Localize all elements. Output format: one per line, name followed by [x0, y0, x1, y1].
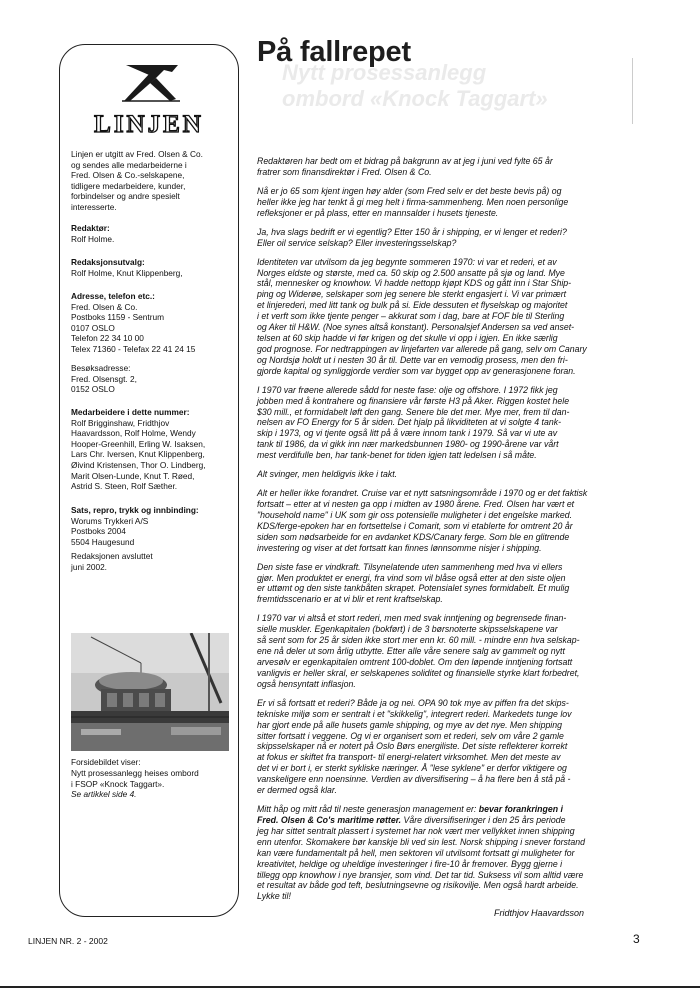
- article-line: det vi er bort i, er sterkt sykliske næringer. Å "lese syklene" er derfor viktigere og: [257, 763, 567, 774]
- article-line: et linjerederi, med litt tank og bulk på si. Eide dessuten et flyselskap og majoritet: [257, 300, 568, 311]
- visit-address-block: Besøksadresse: Fred. Olsensgt. 2, 0152 OSLO: [71, 363, 137, 395]
- article-paragraph: [257, 257, 645, 377]
- article-line: Identiteten var utvilsom da jeg begynte sommeren 1970: vi var et rederi, et av: [257, 256, 557, 267]
- article-line: I 1970 var frøene allerede sådd for neste fase: olje og offshore. I 1972 fikk jeg: [257, 384, 558, 395]
- article-line: gjør. Men produktet er energi, fra vind som vil blåse også etter at den siste oljen: [257, 572, 566, 583]
- article-paragraph: [257, 156, 645, 178]
- article-line: kan være fundamentalt på hell, men sektoren vil utvilsomt fortsatt gi muligheter for: [257, 847, 575, 858]
- article-line: og Nordsjø holdt ut i nesten 30 år til. Dette var en vemodig prosess, men den fri-: [257, 354, 568, 365]
- issue-label: LINJEN NR. 2 - 2002: [28, 936, 108, 946]
- article-line: er dermed også klar.: [257, 785, 337, 796]
- article-line: [257, 804, 645, 815]
- article-paragraph: [257, 469, 645, 480]
- article-line: gjorde kapital og synliggjorde verdier som var bygget opp av generasjonene foran.: [257, 365, 576, 376]
- article-line: siden som nødsarbeide for en avdanket KDS/Canary ferge. Som ble en glitrende: [257, 531, 570, 542]
- article-line: skip i 1973, og vi tjente også litt på å være innom tank i 1979. Så var vi ute av: [257, 428, 558, 439]
- article-paragraph: [257, 613, 645, 689]
- closing-bold-roots: Fred. Olsen & Co's maritime røtter.: [257, 814, 402, 825]
- article-line: nelsen av FO Energy for 5 år siden. Det hjalp på likviditeten at vi solgte 4 tank-: [257, 417, 561, 428]
- article-line: tank til 1986, da vi gikk inn nær markedsbunnen 1980- og 1990-årene var vårt: [257, 439, 559, 450]
- article-line: Alt er heller ikke forandret. Cruise var et nytt satsningsområde i 1970 og er det faktisk: [257, 488, 588, 499]
- article-line: ene nå deler ut som årlig utbytte. Etter alle våre senere salg av gammelt og nytt: [257, 646, 565, 657]
- masthead-intro: Linjen er utgitt av Fred. Olsen & Co. og sendes alle medarbeiderne i Fred. Olsen & Co.-selskapene, tidligere medarbeidere, kunder, forbindelser og andre spesielt interesserte.: [71, 149, 203, 212]
- print-block: Sats, repro, trykk og innbinding: Worums Trykkeri A/S Postboks 2004 5504 Haugesund: [71, 505, 199, 547]
- article-line: tillegg opp knowhow i nye bransjer, som vind. Det tar tid. Suksess vil som alltid være: [257, 869, 584, 880]
- closing-bold-text: bevar forankringen i: [478, 804, 563, 815]
- contributors-block: Medarbeidere i dette nummer: Rolf Brigginshaw, Fridthjov Haavardsson, Rolf Holme, Wendy Hooper-Greenhill, Erling W. Isaksen, Lars Chr. Iversen, Knut Klippenberg, Øivind Kristensen, Thor O. Lindberg, Marit Olsen-Lunde, Knut T. Røed, Astrid S. Steen, Rolf Sæther.: [71, 407, 206, 492]
- article-line: refleksjoner er på plass, etter en mannsalder i husets tjeneste.: [257, 207, 499, 218]
- closing-lead-text: Mitt håp og mitt råd til neste generasjon management er:: [257, 804, 479, 815]
- show-through-heading: Nytt prosessanlegg ombord «Knock Taggart»: [282, 60, 548, 111]
- article-paragraph: [257, 227, 645, 249]
- article-line: Alt svinger, men heldigvis ikke i takt.: [257, 469, 398, 480]
- article-paragraph: [257, 385, 645, 461]
- article-line: stål, mennesker og knowhow. Vi hadde nettopp kjøpt KDS og gått inn i Star Ship-: [257, 278, 572, 289]
- article-line: så sent som for 25 år siden ikke stort mer enn kr. 60 mill. - mindre enn hva selskap-: [257, 635, 580, 646]
- article-line: også hensyntatt inflasjon.: [257, 678, 356, 689]
- article-line: Den siste fase er vindkraft. Tilsynelatende uten sammenheng med hva vi ellers: [257, 561, 563, 572]
- article-signature: Fridthjov Haavardsson: [494, 908, 585, 918]
- article-line: skipsselskaper nå er notert på Oslo Børs energiliste. Det siste reflekterer korrekt: [257, 741, 568, 752]
- article-headline: På fallrepet: [257, 36, 411, 68]
- article-line: Lykke til!: [257, 891, 291, 902]
- article-line: heller ikke jeg har tenkt å gi meg helt i firma-sammenheng. Men noen personlige: [257, 196, 569, 207]
- article-line: fortsatt – etter at vi nesten ga opp i midten av 1980 årene. Fred. Olsen har vært et: [257, 499, 575, 510]
- cover-caption: Forsidebildet viser: Nytt prosessanlegg heises ombord i FSOP «Knock Taggart». Se artikkel side 4.: [71, 757, 233, 800]
- article-paragraph: [257, 488, 645, 553]
- article-line: vanligvis er heller skral, er selskapenes soliditet og finansielle styrke klart forbedret,: [257, 667, 580, 678]
- article-paragraph: [257, 186, 645, 219]
- linjen-logo-icon: [120, 63, 182, 103]
- article-paragraph: [257, 562, 645, 606]
- article-line: fremtidsscenario er at vi blir et rent kraftselskap.: [257, 594, 443, 605]
- caption-article-ref: Se artikkel side 4.: [71, 789, 137, 800]
- article-line: har gjort ende på alle husets gamle shipping, og mye av det nye. Men shipping: [257, 719, 562, 730]
- article-line: at fokus er skiftet fra transport- til energi-relatert virksomhet. Men det meste av: [257, 752, 561, 763]
- editor-block: Redaktør: Rolf Holme.: [71, 223, 115, 244]
- cover-photo: [71, 633, 229, 751]
- article-line: ping og Widerøe, selskaper som jeg senere ble sterkt engasjert i. Vi var primært: [257, 289, 567, 300]
- page-bottom-rule: [0, 986, 700, 988]
- article-line: er uttømt og den siste tankbåten skrapet. Potensialet synes formidabelt. Et mulig: [257, 583, 570, 594]
- article-line: investering og viser at det fortsatt kan finnes lønnsomme nisjer i shipping.: [257, 542, 542, 553]
- article-line: et resultat av både god teft, beslutningsevne og risikovilje. Men også hardt arbeide.: [257, 880, 579, 891]
- article-line: i et verft som ikke tjente penger – akkurat som i dag, bare at FOF ble til Sterling: [257, 311, 565, 322]
- article-line: Redaktøren har bedt om et bidrag på bakgrunn av at jeg i juni ved fylte 65 år: [257, 156, 553, 166]
- article-paragraph: [257, 698, 645, 796]
- article-line: $30 mill., et formidabelt løft den gang. Senere ble det mer. Mye mer, frem til dan-: [257, 406, 570, 417]
- article-line: Ja, hva slags bedrift er vi egentlig? Etter 150 år i shipping, er vi lenger et rederi?: [257, 226, 567, 237]
- article-line: Eller oil service selskap? Eller investeringsselskap?: [257, 237, 457, 248]
- article-line: enn utenfor. Skomakere bør kanskje bli ved sin lest. Norsk shipping i snever forstand: [257, 836, 585, 847]
- ship-crane-illustration: [71, 633, 229, 751]
- article-line: Nå er jo 65 som kjent ingen høy alder (som Fred selv er det beste bevis på) og: [257, 185, 562, 196]
- article-line: [257, 815, 645, 826]
- article-paragraph: [257, 804, 645, 902]
- article-line: fratrer som finansdirektør i Fred. Olsen & Co.: [257, 166, 432, 177]
- article-line: jobben med å kontrahere og finansiere vår første H3 på Aker. Riggen kostet hele: [257, 395, 570, 406]
- article-line: Er vi så fortsatt et rederi? Både ja og nei. OPA 90 tok mye av piffen fra det skips-: [257, 697, 569, 708]
- article-body: [257, 156, 645, 910]
- article-line: kreativitet, heldige og uheldige investeringer i fire-10 år fremover. Bygg gjerne i: [257, 858, 563, 869]
- committee-block: Redaksjonsutvalg: Rolf Holme, Knut Klippenberg,: [71, 257, 183, 278]
- article-line: "household name" i UK som gir oss potensielle muligheter i det engelske marked.: [257, 509, 573, 520]
- article-line: arvesølv er egenkapitalen omtrent 100-doblet. Om den løpende inntjening fortsatt: [257, 657, 573, 667]
- article-line: og Aker til H&W. (Noe synes altså konstant). Personalsjef Andersen sa ved anset-: [257, 322, 575, 333]
- article-line: jeg har sittet sentralt plassert i systemet har nok vært mer vellykket innen shipping: [257, 825, 575, 836]
- address-block: Adresse, telefon etc.: Fred. Olsen & Co. Postboks 1159 - Sentrum 0107 OSLO Telefon 22 34 10 00 Telex 71360 - Telefax 22 41 24 15: [71, 291, 196, 354]
- closing-block: Redaksjonen avsluttet juni 2002.: [71, 551, 153, 572]
- page-number: 3: [633, 932, 640, 946]
- show-through-rule: [632, 58, 633, 124]
- article-line: KDS/ferge-epoken har en fortsettelse i Comarit, som vi etablerte for omtrent 20 år: [257, 520, 573, 531]
- article-line: god prognose. For nedtrappingen av linjefarten var allerede på gang, selv om Canary: [257, 343, 587, 354]
- article-line: sielle muskler. Egenkapitalen (bokført) i de 3 børsnoterte skipsselskapene var: [257, 624, 558, 635]
- article-line: Norges eldste og største, med ca. 50 skip og 2.500 ansatte på sjø og land. Mye: [257, 267, 565, 278]
- article-line: telsen at 60 skip hadde vi før krigen og det skulle vi opp i igjen. En ikke særlig: [257, 332, 558, 343]
- article-line: vanskeligere enn noensinne. Verdien av diversifisering – å ha flere ben å stå på -: [257, 774, 571, 785]
- info-sidebar: [59, 44, 239, 917]
- linjen-logo-text: LINJEN: [94, 111, 204, 138]
- article-line: tekniske miljø som er sentralt i et "skikkelig", integrert rederi. Markedets tunge lov: [257, 708, 572, 719]
- article-line: I 1970 var vi altså et stort rederi, men med svak inntjening og begrensede finan-: [257, 613, 567, 624]
- article-line: mest verdifulle ben, har tank-benet for tiden igjen tatt ledelsen i så måte.: [257, 450, 537, 461]
- closing-rest-text: Våre diversifiseringer i den 25 års periode: [403, 814, 566, 825]
- article-line: sitter fortsatt i veggene. Og vi er organisert som et rederi, selv om våre 2 gamle: [257, 730, 564, 741]
